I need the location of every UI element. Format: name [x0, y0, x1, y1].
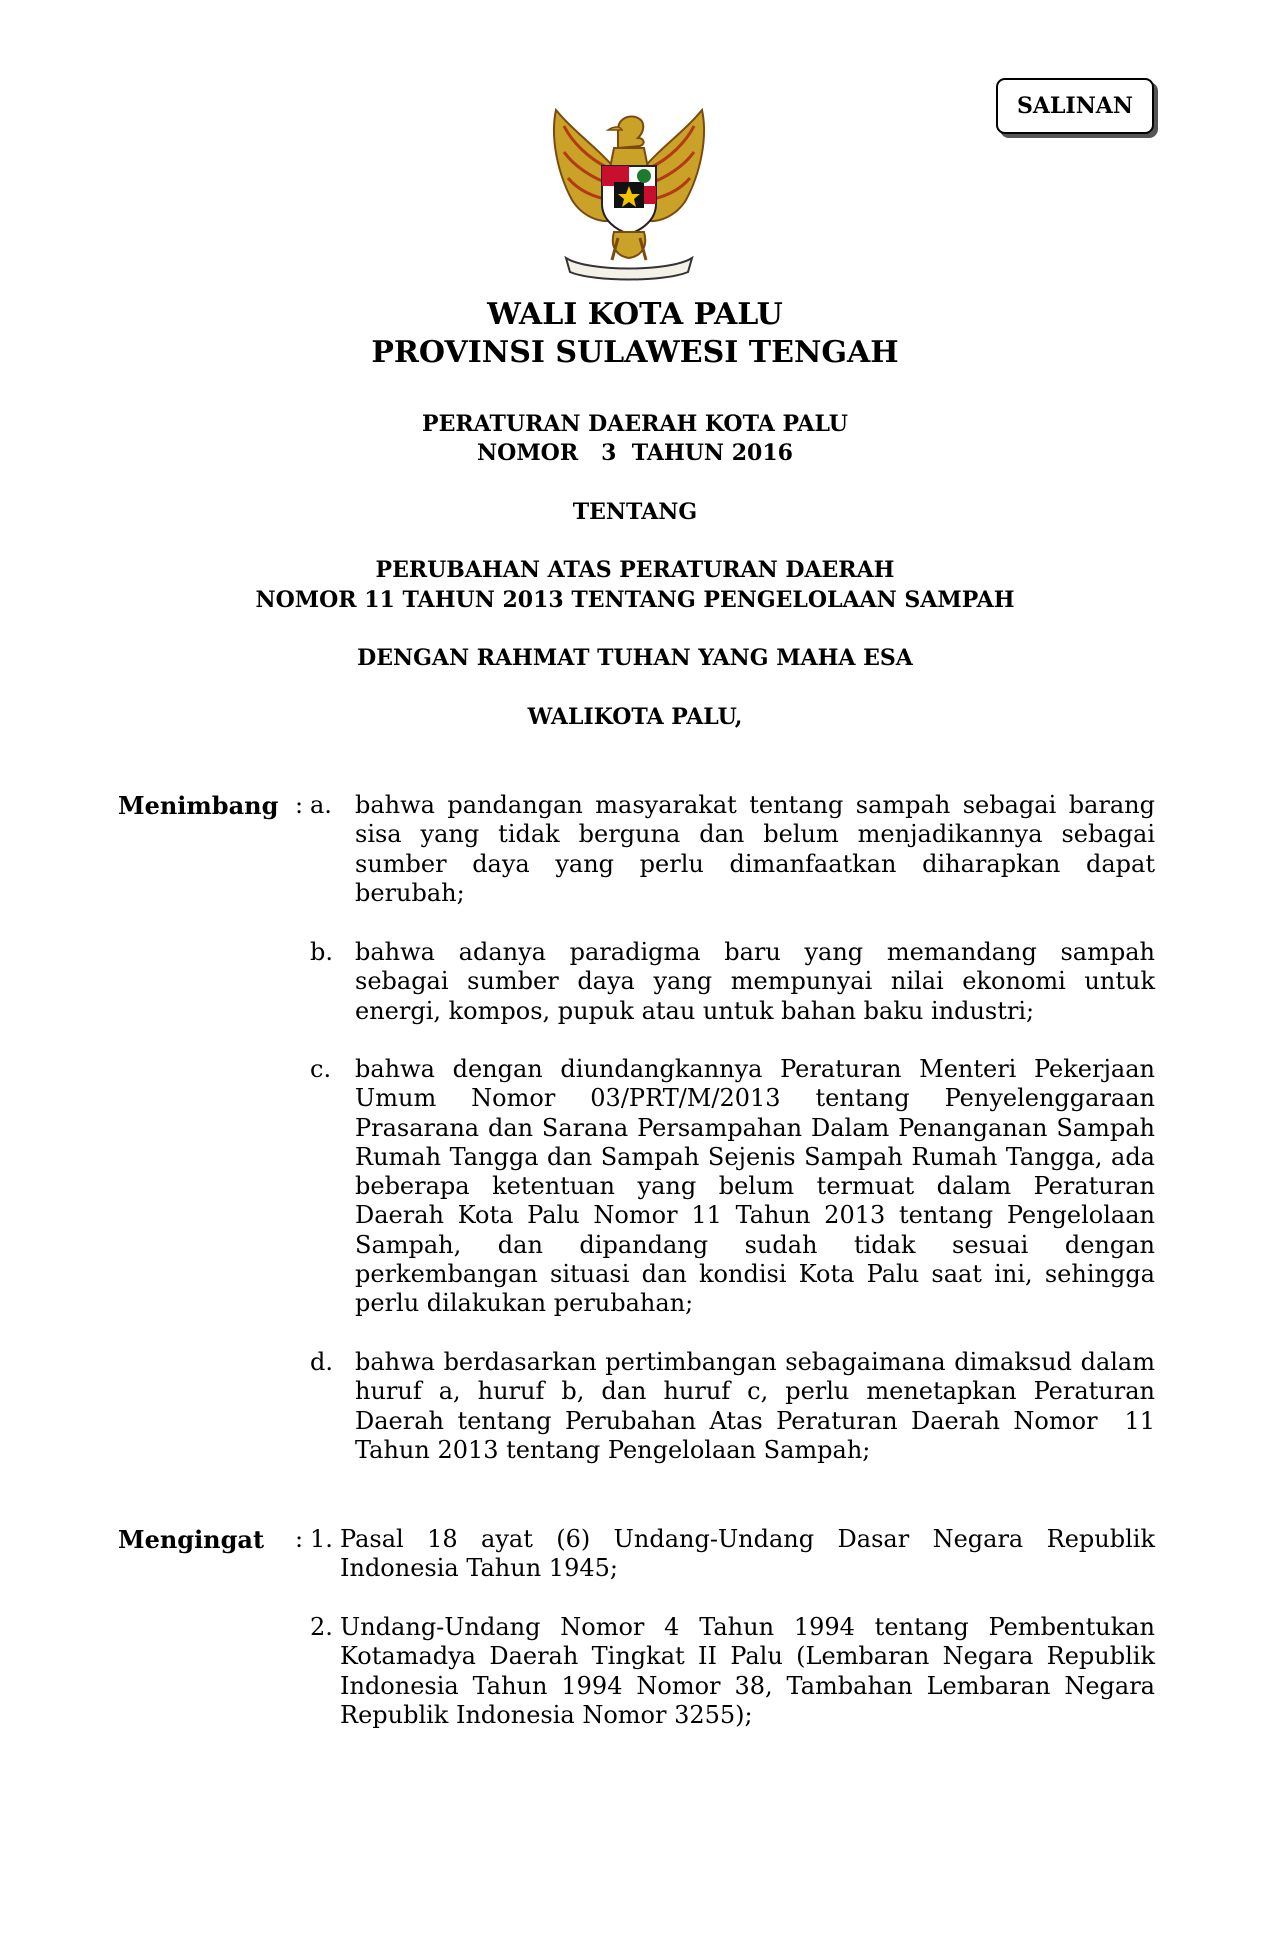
mengingat-item-1: Pasal 18 ayat (6) Undang-Undang Dasar Negara Republik Indonesia Tahun 1945;	[340, 1525, 1155, 1583]
subject-line-1: PERUBAHAN ATAS PERATURAN DAERAH	[375, 557, 895, 583]
province-title: PROVINSI SULAWESI TENGAH	[371, 335, 899, 370]
menimbang-label: Menimbang	[118, 791, 279, 820]
menimbang-marker-a: a.	[310, 791, 332, 819]
menimbang-marker-c: c.	[310, 1055, 332, 1083]
menimbang-item-c: bahwa dengan diundangkannya Peraturan Menteri Pekerjaan Umum Nomor 03/PRT/M/2013 tentang Penyelenggaraan Prasarana dan Sarana Persampahan Dalam Penanganan Sampah Rumah Tangga dan Sampah Sejenis Sampah Rumah Tangga, ada beberapa ketentuan yang belum termuat dalam Peraturan Daerah Kota Palu Nomor 11 Tahun 2013 tentang Pengelolaan Sampah, dan dipandang sudah tidak sesuai dengan perkembangan situasi dan kondisi Kota Palu saat ini, sehingga perlu dilakukan perubahan;	[355, 1055, 1155, 1318]
mengingat-item-2: Undang-Undang Nomor 4 Tahun 1994 tentang Pembentukan Kotamadya Daerah Tingkat II Palu (Lembaran Negara Republik Indonesia Tahun 1994 Nomor 38, Tambahan Lembaran Negara Republik Indonesia Nomor 3255);	[340, 1613, 1155, 1729]
menimbang-item-a: bahwa pandangan masyarakat tentang sampah sebagai barang sisa yang tidak berguna dan belum menjadikannya sebagai sumber daya yang perlu dimanfaatkan diharapkan dapat berubah;	[355, 791, 1155, 907]
blessing-line: DENGAN RAHMAT TUHAN YANG MAHA ESA	[357, 645, 913, 671]
mengingat-colon: :	[295, 1525, 304, 1553]
issuer-line: WALIKOTA PALU,	[527, 704, 743, 730]
menimbang-colon: :	[295, 791, 304, 819]
menimbang-marker-b: b.	[310, 938, 333, 966]
garuda-emblem-icon	[548, 108, 710, 282]
menimbang-marker-d: d.	[310, 1348, 333, 1376]
menimbang-item-b: bahwa adanya paradigma baru yang memandang sampah sebagai sumber daya yang mempunyai nilai ekonomi untuk energi, kompos, pupuk atau untuk bahan baku industri;	[355, 938, 1155, 1025]
mengingat-label: Mengingat	[118, 1525, 265, 1554]
mengingat-marker-1: 1.	[310, 1525, 333, 1553]
menimbang-item-d: bahwa berdasarkan pertimbangan sebagaimana dimaksud dalam huruf a, huruf b, dan huruf c, perlu menetapkan Peraturan Daerah tentang Perubahan Atas Peraturan Daerah Nomor 11 Tahun 2013 tentang Pengelolaan Sampah;	[355, 1348, 1163, 1464]
regulation-title: PERATURAN DAERAH KOTA PALU	[422, 411, 848, 437]
subject-line-2: NOMOR 11 TAHUN 2013 TENTANG PENGELOLAAN SAMPAH	[255, 587, 1015, 613]
salinan-stamp: SALINAN	[996, 78, 1154, 134]
mengingat-marker-2: 2.	[310, 1613, 333, 1641]
regulation-number: NOMOR 3 TAHUN 2016	[477, 440, 793, 466]
about-label: TENTANG	[572, 499, 698, 525]
regent-title: WALI KOTA PALU	[487, 297, 783, 332]
